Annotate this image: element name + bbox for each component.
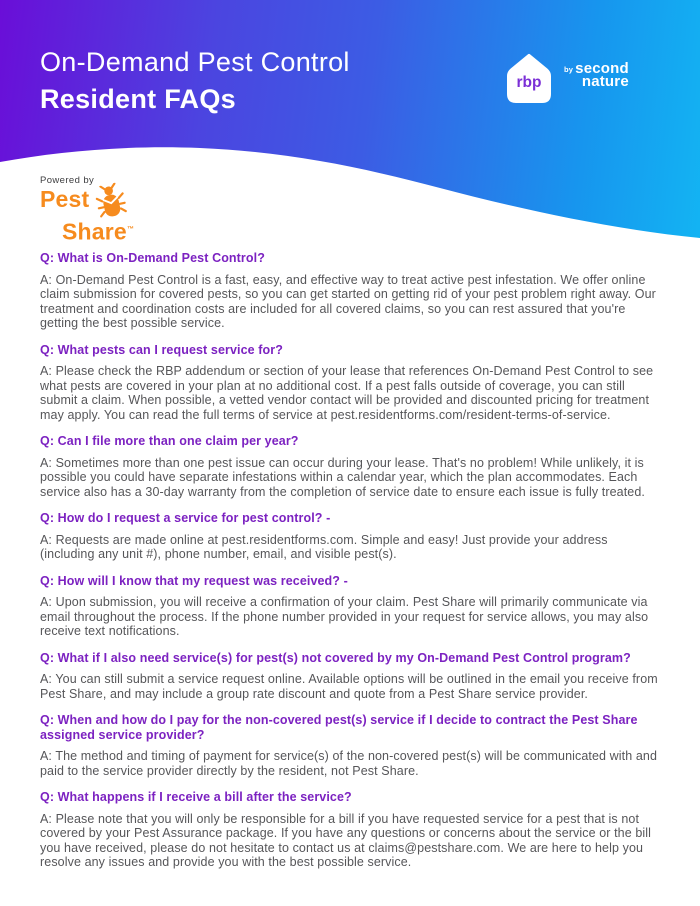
faq-question: Q: What if I also need service(s) for pest(s) not covered by my On-Demand Pest Control program? [40,650,631,665]
faq-question: Q: When and how do I pay for the non-covered pest(s) service if I decide to contract the Pest Share assigned service provider? [40,713,638,742]
page-title: On-Demand Pest Control [40,47,350,77]
faq-item [40,343,660,423]
faq-item [40,434,660,499]
rbp-second-nature-logo [505,52,629,104]
faq-list [0,245,700,870]
second-nature-wordmark [564,60,629,90]
faq-question: Q: What pests can I request service for? [40,342,283,357]
faq-item [40,574,660,639]
faq-question: Q: Can I file more than one claim per year? [40,434,299,448]
page-subtitle: Resident FAQs [40,84,236,114]
faq-answer: A: Sometimes more than one pest issue can occur during your lease. That's no problem! While unlikely, it is possible you could have separate infestations within a calendar year, which the plan accommodates. Each service also has a 30-day warranty from the completion of service date to ensure each issue is fully treated. [40,455,645,499]
faq-item [40,713,660,778]
by-label: by [564,65,574,74]
faq-answer: A: Please note that you will only be responsible for a bill if you have requested service for a pest that is not covered by your Pest Assurance package. If you have any questions or concerns about the service or the bill you have received, please do not hesitate to contact us at claims@pestshare.com. We are here to help you resolve any issues and provide you with the best possible service. [40,811,652,869]
faq-answer: A: Please check the RBP addendum or section of your lease that references On-Demand Pest Control to see what pests are covered in your plan at no additional cost. If a pest falls outside of coverage, you can still submit a claim. When possible, a vetted vendor contact will be provided and discounted pricing for treatment may apply. You can read the full terms of service at pest.residentforms.com/resident-terms-of-service. [40,364,654,422]
faq-answer: A: Upon submission, you will receive a confirmation of your claim. Pest Share will primarily communicate via email throughout the process. If the phone number provided in your request for service allows, you may also receive text notifications. [40,595,649,638]
header-titles [40,44,350,118]
faq-item [40,651,660,702]
faq-item [40,790,660,870]
faq-answer: A: Requests are made online at pest.residentforms.com. Simple and easy! Just provide your address (including any unit #), phone number, email, and visible pest(s). [40,532,608,561]
faq-question: Q: How will I know that my request was received? - [40,573,348,588]
trademark-symbol: ™ [126,226,135,233]
faq-question: Q: What happens if I receive a bill after the service? [40,790,352,804]
brand-word-second: second [575,60,629,77]
rbp-house-badge-icon [505,52,553,104]
faq-answer: A: You can still submit a service request online. Available options will be outlined in the email you receive from Pest Share, and may include a group rate discount and quote from a Pest Share service provider. [40,672,658,701]
house-badge-icon [505,52,553,104]
faq-item [40,251,660,331]
pestshare-word-share [62,218,135,245]
faq-question: Q: How do I request a service for pest control? - [40,511,331,525]
faq-answer: A: On-Demand Pest Control is a fast, easy, and effective way to treat active pest infestation. We offer online claim submission for covered pests, so you can get started on getting rid of your pest problem right away. Our treatment and coordination costs are included for all covered claims, so you can rest assured that you're getting the best possible service. [40,272,656,330]
bug-icon [93,181,130,222]
pestshare-logo [40,175,135,245]
powered-by-label: Powered by [40,175,95,186]
brand-word-nature: nature [581,73,629,90]
faq-item [40,511,660,562]
faq-answer: A: The method and timing of payment for service(s) of the non-covered pest(s) will be communicated with and paid to the service provider directly by the resident, not Pest Share. [40,749,658,778]
pestshare-word-pest: Pest [40,186,90,212]
rbp-logo-text: rbp [516,74,542,91]
share-text: Share [62,218,127,245]
faq-question: Q: What is On-Demand Pest Control? [40,251,265,265]
